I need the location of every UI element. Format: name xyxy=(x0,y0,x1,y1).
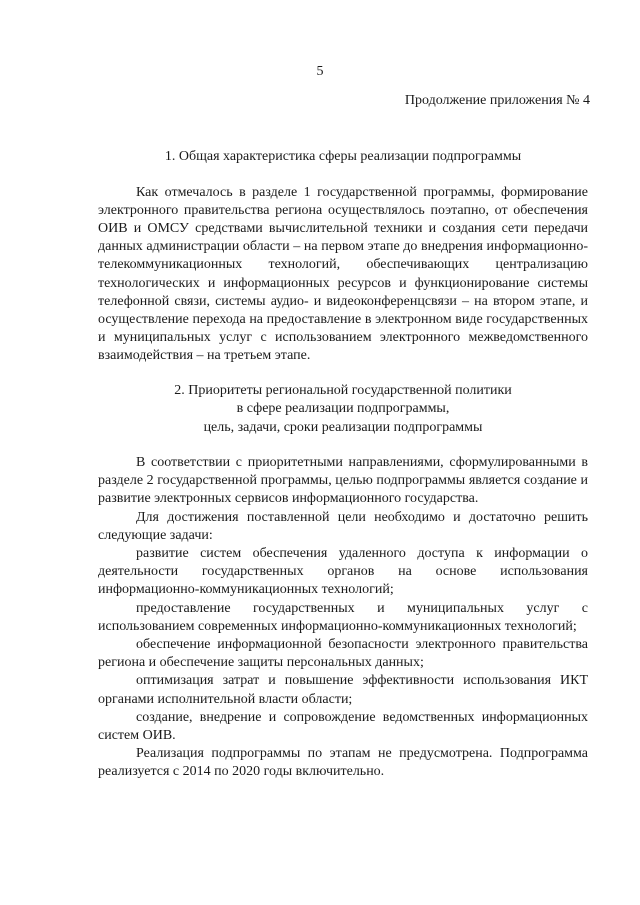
task-item: развитие систем обеспечения удаленного доступа к информации о деятельности государственных органов на основе использования информационно-коммуникационных технологий; xyxy=(98,546,588,598)
section-2-title-line: в сфере реализации подпрограммы, xyxy=(236,401,450,417)
section-2-title-line: 2. Приоритеты региональной государственной политики xyxy=(174,382,512,398)
appendix-continuation-label: Продолжение приложения № 4 xyxy=(404,93,590,108)
task-item: обеспечение информационной безопасности электронного правительства региона и обеспечение защиты персональных данных; xyxy=(98,637,588,671)
task-item: предоставление государственных и муниципальных услуг с использованием современных информационно-коммуникационных технологий; xyxy=(98,600,588,634)
document-body xyxy=(98,148,588,782)
section-2-paragraph-tasks-intro: Для достижения поставленной цели необходимо и достаточно решить следующие задачи: xyxy=(98,509,588,543)
section-1-title: 1. Общая характеристика сферы реализации подпрограммы xyxy=(164,149,522,164)
task-item: создание, внедрение и сопровождение ведомственных информационных систем ОИВ. xyxy=(98,709,588,744)
section-1-paragraph: Как отмечалось в разделе 1 государственной программы, формирование электронного правительства региона осуществлялось поэтапно, от обеспечения ОИВ и ОМСУ средствами вычислительной техники и создания сети передачи данных администрации области – на первом этапе до внедрения информационно-телекоммуникационных технологий, обеспечивающих централизацию технологических и информационных ресурсов и функционирование системы телефонной связи, системы аудио- и видеоконференцсвязи – на втором этапе, и осуществление перехода на предоставление в электронном виде государственных и муниципальных услуг с использованием электронного межведомственного взаимодействия – на третьем этапе. xyxy=(98,184,588,364)
section-2-title xyxy=(98,382,588,438)
section-2-title-line: цель, задачи, сроки реализации подпрограммы xyxy=(203,419,483,435)
section-2-paragraph-goal: В соответствии с приоритетными направлениями, сформулированными в разделе 2 государственной программы, целью подпрограммы является создание и развитие электронных сервисов информационного государства. xyxy=(98,455,588,507)
page-number: 5 xyxy=(316,64,324,79)
task-item: оптимизация затрат и повышение эффективности использования ИКТ органами исполнительной власти области; xyxy=(98,673,588,707)
section-2-paragraph-stages: Реализация подпрограммы по этапам не предусмотрена. Подпрограмма реализуется с 2014 по 2020 годы включительно. xyxy=(98,746,588,780)
